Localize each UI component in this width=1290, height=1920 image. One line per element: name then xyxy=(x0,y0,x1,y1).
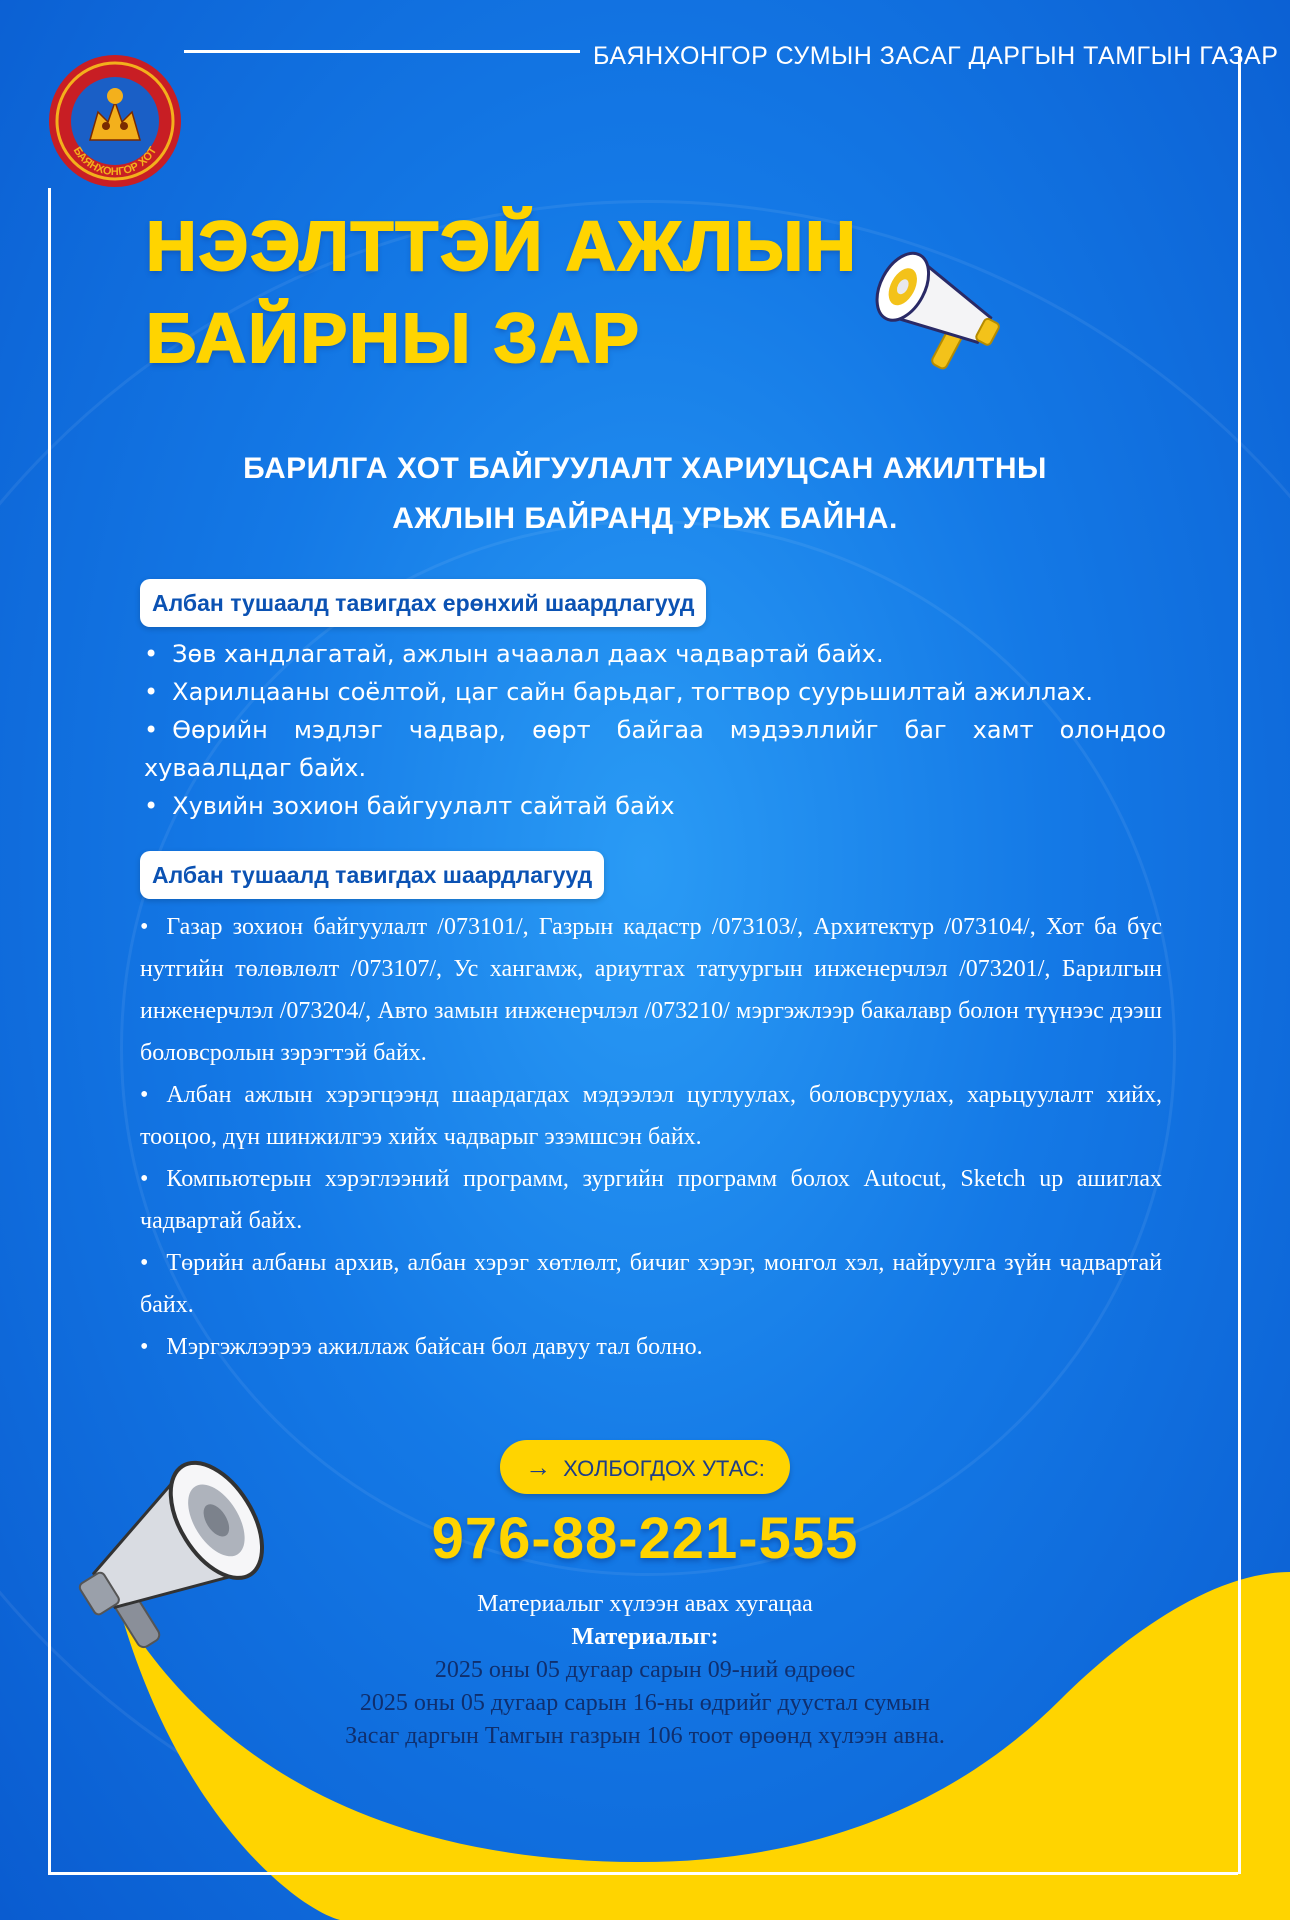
contact-phone-number: 976-88-221-555 xyxy=(431,1506,859,1571)
deadline-info xyxy=(270,1588,1020,1753)
logo-text: БАЯНХОНГОР ХОТ xyxy=(70,145,160,179)
list-item: • Албан ажлын хэрэгцээнд шаардагдах мэдээлэл цуглуулах, боловсруулах, харьцуулалт хийх, тооцоо, дүн шинжилгээ хийх чадварыг эзэмшсэн байх. xyxy=(140,1074,1162,1158)
page-title xyxy=(146,200,858,384)
list-item: • Газар зохион байгуулалт /073101/, Газрын кадастр /073103/, Архитектур /073104/, Хот ба бүс нутгийн төлөвлөлт /073107/, Ус хангамж, ариутгах татуургын инженерчлэл /073201/, Барилгын инженерчлэл /073204/, Авто замын инженерчлэл /073210/ мэргэжлээр бакалавр болон түүнээс дээш боловсролын зэрэгтэй байх. xyxy=(140,906,1162,1074)
list-item: • Харилцааны соёлтой, цаг сайн барьдаг, тогтвор суурьшилтай ажиллах. xyxy=(144,673,1166,711)
list-item: • Зөв хандлагатай, ажлын ачаалал даах чадвартай байх. xyxy=(144,635,1166,673)
frame-line-right xyxy=(1238,50,1241,1874)
contact-phone-label xyxy=(500,1440,790,1494)
title-line-2: БАЙРНЫ ЗАР xyxy=(146,299,641,377)
list-item: • Хувийн зохион байгуулалт сайтай байх xyxy=(144,787,1166,825)
job-subtitle xyxy=(140,444,1150,544)
list-item: • Мэргэжлээрээ ажиллаж байсан бол давуу тал болно. xyxy=(140,1326,1162,1368)
requirements-list xyxy=(140,906,1162,1368)
deadline-line-5: Засаг даргын Тамгын газрын 106 тоот өрөөнд хүлээн авна. xyxy=(345,1723,945,1749)
organization-name: БАЯНХОНГОР СУМЫН ЗАСАГ ДАРГЫН ТАМГЫН ГАЗАР xyxy=(593,42,1279,70)
list-item: • Өөрийн мэдлэг чадвар, өөрт байгаа мэдээллийг баг хамт олондоо хуваалцдаг байх. xyxy=(144,711,1166,787)
requirements-heading: Албан тушаалд тавигдах шаардлагууд xyxy=(140,851,604,899)
list-item: • Төрийн албаны архив, албан хэрэг хөтлөлт, бичиг хэрэг, монгол хэл, найруулга зүйн чадвартай байх. xyxy=(140,1242,1162,1326)
arrow-right-icon: → xyxy=(525,1452,552,1482)
general-requirements-heading: Албан тушаалд тавигдах ерөнхий шаардлагууд xyxy=(140,579,706,627)
frame-line-top xyxy=(184,50,580,53)
deadline-line-1: Материалыг хүлээн авах хугацаа xyxy=(477,1591,813,1617)
subtitle-line-1: БАРИЛГА ХОТ БАЙГУУЛАЛТ ХАРИУЦСАН АЖИЛТНЫ xyxy=(243,452,1047,485)
general-requirements-list xyxy=(144,635,1166,825)
frame-line-bottom xyxy=(48,1872,1238,1875)
deadline-line-3: 2025 оны 05 дугаар сарын 09-ний өдрөөс xyxy=(434,1657,856,1683)
megaphone-icon xyxy=(840,210,1030,400)
title-line-1: НЭЭЛТТЭЙ АЖЛЫН xyxy=(146,207,858,285)
deadline-line-2: Материалыг: xyxy=(571,1624,719,1650)
contact-label-text: ХОЛБОГДОХ УТАС: xyxy=(563,1456,765,1481)
logo-emblem xyxy=(46,52,184,190)
list-item: • Компьютерын хэрэглээний программ, зургийн программ болох Autocut, Sketch up ашиглах чадвартай байх. xyxy=(140,1158,1162,1242)
deadline-line-4: 2025 оны 05 дугаар сарын 16-ны өдрийг дуустал сумын xyxy=(359,1690,931,1716)
subtitle-line-2: АЖЛЫН БАЙРАНД УРЬЖ БАЙНА. xyxy=(392,502,898,535)
